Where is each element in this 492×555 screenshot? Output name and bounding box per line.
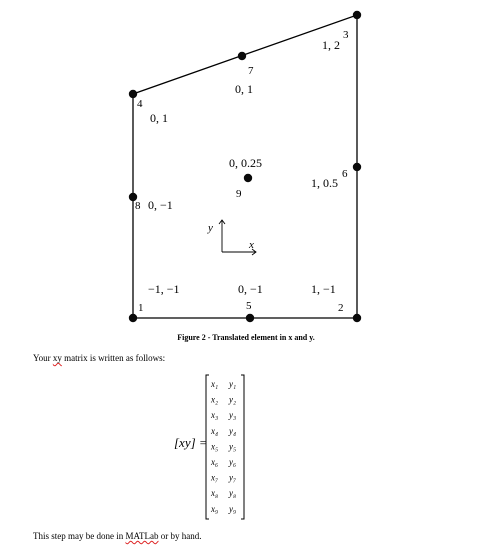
intro-text-before: Your [33,353,53,363]
matrix-cell: x₄ [211,425,219,436]
node-6-number: 6 [342,168,348,180]
node-6-dot [353,163,361,171]
matrix-cell: x₂ [211,394,219,405]
matrix-cell: y₅ [229,441,237,452]
node-5-number: 5 [246,300,252,312]
matrix-cell: x₃ [211,410,219,421]
matrix-right-bracket [241,375,244,519]
intro-text-after: matrix is written as follows: [61,353,166,363]
matrix-cell: x₅ [211,441,219,452]
x-axis-label: x [249,239,254,251]
matrix-cell: y₄ [229,425,237,436]
matrix-cell: y₂ [229,394,237,405]
matrix-cell: y₆ [229,457,237,467]
node-2-coord: 1, −1 [311,282,336,296]
matrix-label: [xy] = [174,435,208,450]
outro-paragraph [33,531,201,541]
matrix-cell: y₃ [229,410,237,421]
node-9-coord: 0, 0.25 [229,156,262,170]
outro-text-before: This step may be done in [33,531,126,541]
node-9-dot [244,174,252,182]
matrix-cell: x₁ [211,379,219,389]
node-8-number: 8 [135,200,141,212]
matrix-cell: x₈ [211,488,219,499]
node-7-coord: 0, 1 [235,82,253,96]
node-5-coord: 0, −1 [238,282,263,296]
node-7-number: 7 [248,65,254,77]
node-3-coord: 1, 2 [322,38,340,52]
xy-matrix [0,370,492,525]
outro-word-matlab: MATLab [125,531,159,541]
node-9-number: 9 [236,188,242,200]
node-3-number: 3 [343,29,349,41]
matrix-cell: x₉ [211,503,219,514]
node-6-coord: 1, 0.5 [311,176,338,190]
matrix-cell: y₇ [229,472,237,483]
node-1-dot [129,314,137,322]
node-4-coord: 0, 1 [150,111,168,125]
intro-paragraph [33,353,165,363]
matrix-cell: y₈ [229,488,237,499]
node-8-coord: 0, −1 [148,198,173,212]
outro-text-after: or by hand. [158,531,202,541]
node-1-number: 1 [138,302,144,314]
node-2-number: 2 [338,302,344,314]
node-3-dot [353,11,361,19]
matrix-cell: y₉ [229,503,237,514]
node-4-dot [129,90,137,98]
intro-word-xy: xy [52,353,62,363]
matrix-cell: y₁ [229,379,237,389]
node-1-coord: −1, −1 [148,282,180,296]
node-7-dot [238,52,246,60]
node-2-dot [353,314,361,322]
matrix-cell: x₆ [211,457,219,467]
matrix-cell: x₇ [211,472,219,483]
node-4-number: 4 [137,98,143,110]
y-axis-label: y [208,222,213,234]
figure-caption: Figure 2 - Translated element in x and y. [177,333,315,342]
node-5-dot [246,314,254,322]
